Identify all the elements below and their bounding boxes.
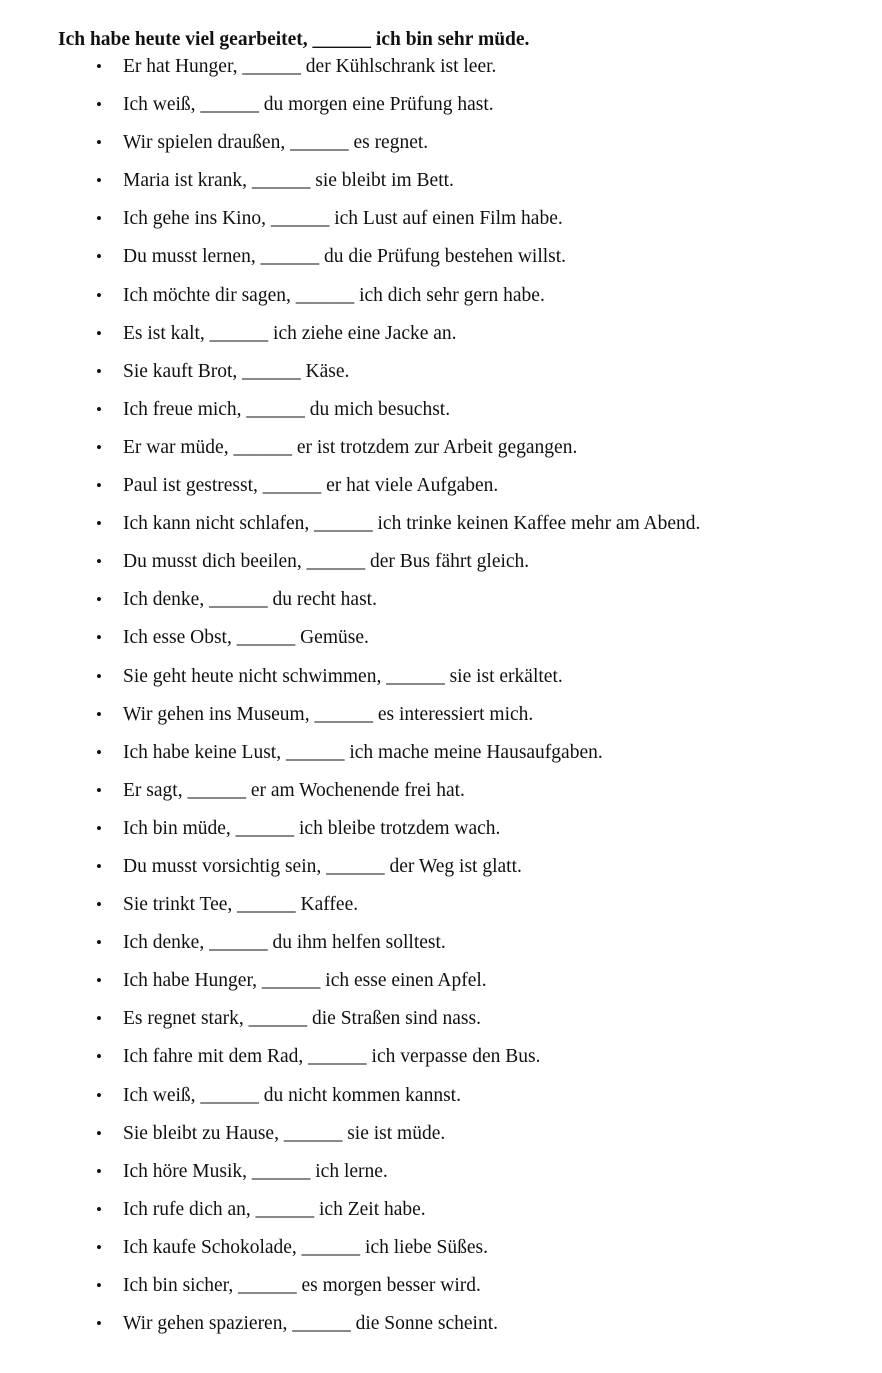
sentence-text: Ich bin müde, ______ ich bleibe trotzdem wach. (123, 817, 501, 839)
bullet-icon: • (96, 780, 102, 800)
bullet-icon: • (96, 666, 102, 686)
bullet-icon: • (96, 514, 102, 534)
exercise-sentence (0, 205, 700, 243)
exercise-sentence (0, 815, 700, 853)
bullet-icon: • (96, 247, 102, 267)
worksheet-title: Ich habe heute viel gearbeitet, ______ ich bin sehr müde. (58, 29, 530, 50)
exercise-sentence (0, 1043, 700, 1081)
bullet-icon: • (96, 171, 102, 191)
sentence-text: Es regnet stark, ______ die Straßen sind nass. (123, 1008, 481, 1030)
exercise-sentence (0, 1082, 700, 1120)
bullet-icon: • (96, 818, 102, 838)
bullet-icon: • (96, 971, 102, 991)
bullet-icon: • (96, 399, 102, 419)
sentence-text: Wir gehen ins Museum, ______ es interessiert mich. (123, 703, 534, 725)
sentence-text: Wir spielen draußen, ______ es regnet. (123, 132, 429, 154)
exercise-sentence (0, 53, 700, 91)
sentence-text: Ich fahre mit dem Rad, ______ ich verpasse den Bus. (123, 1046, 541, 1068)
bullet-icon: • (96, 628, 102, 648)
exercise-sentence (0, 777, 700, 815)
exercise-sentence (0, 472, 700, 510)
exercise-sentence (0, 967, 700, 1005)
exercise-sentence (0, 396, 700, 434)
sentence-text: Ich bin sicher, ______ es morgen besser wird. (123, 1275, 481, 1296)
exercise-sentence (0, 1158, 700, 1196)
exercise-sentence (0, 1310, 700, 1348)
sentence-text: Ich weiß, ______ du nicht kommen kannst. (123, 1084, 461, 1106)
bullet-icon: • (96, 1009, 102, 1029)
bullet-icon: • (96, 1047, 102, 1067)
exercise-sentence (0, 891, 700, 929)
exercise-sentence (0, 282, 700, 320)
sentence-text: Wir gehen spazieren, ______ die Sonne scheint. (123, 1313, 499, 1335)
exercise-sentence (0, 358, 700, 396)
bullet-icon: • (96, 933, 102, 953)
exercise-sentence (0, 929, 700, 967)
bullet-icon: • (96, 1237, 102, 1257)
sentence-text: Ich denke, ______ du ihm helfen solltest. (123, 932, 446, 954)
sentence-text: Du musst lernen, ______ du die Prüfung bestehen willst. (123, 246, 567, 268)
exercise-sentence (0, 1196, 700, 1234)
bullet-icon: • (96, 1314, 102, 1334)
sentence-text: Ich habe Hunger, ______ ich esse einen Apfel. (123, 970, 487, 992)
bullet-icon: • (96, 590, 102, 610)
sentence-text: Er hat Hunger, ______ der Kühlschrank ist leer. (123, 56, 497, 77)
bullet-icon: • (96, 742, 102, 762)
bullet-icon: • (96, 1085, 102, 1105)
bullet-icon: • (96, 361, 102, 381)
bullet-icon: • (96, 704, 102, 724)
exercise-sentence (0, 129, 700, 167)
exercise-sentence (0, 320, 700, 358)
sentence-text: Ich möchte dir sagen, ______ ich dich sehr gern habe. (123, 284, 545, 306)
sentence-text: Ich höre Musik, ______ ich lerne. (123, 1160, 388, 1182)
sentence-text: Er sagt, ______ er am Wochenende frei hat. (123, 779, 465, 801)
exercise-sentence (0, 510, 700, 548)
sentence-text: Paul ist gestresst, ______ er hat viele Aufgaben. (123, 475, 499, 497)
bullet-icon: • (96, 209, 102, 229)
exercise-sentence (0, 91, 700, 129)
exercise-sentence (0, 1272, 700, 1310)
exercise-sentence (0, 434, 700, 472)
bullet-icon: • (96, 57, 102, 76)
sentence-text: Ich gehe ins Kino, ______ ich Lust auf einen Film habe. (123, 208, 563, 230)
sentence-text: Sie bleibt zu Hause, ______ sie ist müde. (123, 1122, 446, 1144)
bullet-icon: • (96, 476, 102, 496)
exercise-sentence (0, 624, 700, 662)
sentence-text: Du musst dich beeilen, ______ der Bus fährt gleich. (123, 551, 530, 573)
exercise-sentence (0, 663, 700, 701)
bullet-icon: • (96, 552, 102, 572)
exercise-sentence (0, 167, 700, 205)
sentence-text: Du musst vorsichtig sein, ______ der Weg ist glatt. (123, 855, 522, 877)
bullet-icon: • (96, 133, 102, 153)
exercise-sentence (0, 586, 700, 624)
bullet-icon: • (96, 856, 102, 876)
sentence-text: Er war müde, ______ er ist trotzdem zur Arbeit gegangen. (123, 436, 578, 458)
exercise-sentence (0, 243, 700, 281)
exercise-sentence (0, 739, 700, 777)
sentence-text: Ich esse Obst, ______ Gemüse. (123, 627, 369, 649)
sentence-text: Ich denke, ______ du recht hast. (123, 589, 377, 611)
sentence-text: Ich weiß, ______ du morgen eine Prüfung hast. (123, 94, 494, 116)
exercise-sentence (0, 701, 700, 739)
exercise-sentence (0, 1120, 700, 1158)
bullet-icon: • (96, 1276, 102, 1295)
bullet-icon: • (96, 895, 102, 915)
exercise-sentence (0, 853, 700, 891)
sentence-text: Ich rufe dich an, ______ ich Zeit habe. (123, 1198, 426, 1220)
sentence-text: Sie geht heute nicht schwimmen, ______ sie ist erkältet. (123, 665, 563, 687)
exercise-sentence (0, 1234, 700, 1272)
sentence-text: Ich freue mich, ______ du mich besuchst. (123, 398, 451, 420)
sentence-text: Sie trinkt Tee, ______ Kaffee. (123, 894, 359, 916)
bullet-icon: • (96, 1161, 102, 1181)
bullet-icon: • (96, 1123, 102, 1143)
exercise-list (0, 53, 700, 1348)
sentence-text: Ich kaufe Schokolade, ______ ich liebe Süßes. (123, 1236, 488, 1258)
bullet-icon: • (96, 95, 102, 115)
bullet-icon: • (96, 323, 102, 343)
sentence-text: Maria ist krank, ______ sie bleibt im Bett. (123, 170, 454, 192)
bullet-icon: • (96, 437, 102, 457)
sentence-text: Ich habe keine Lust, ______ ich mache meine Hausaufgaben. (123, 741, 603, 763)
sentence-text: Sie kauft Brot, ______ Käse. (123, 360, 350, 382)
exercise-sentence (0, 1005, 700, 1043)
exercise-sentence (0, 548, 700, 586)
sentence-text: Ich kann nicht schlafen, ______ ich trinke keinen Kaffee mehr am Abend. (123, 513, 701, 535)
bullet-icon: • (96, 285, 102, 305)
sentence-text: Es ist kalt, ______ ich ziehe eine Jacke an. (123, 322, 457, 344)
bullet-icon: • (96, 1199, 102, 1219)
